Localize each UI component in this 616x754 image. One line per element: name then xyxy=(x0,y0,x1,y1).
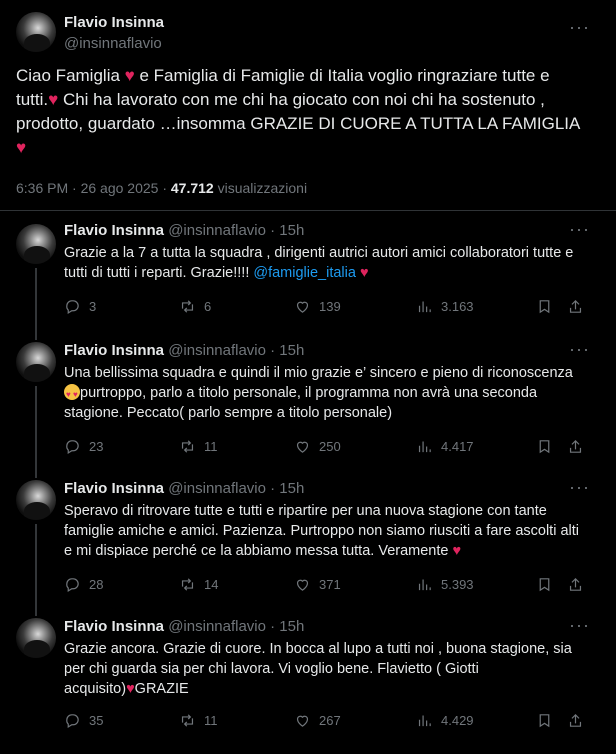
views-button[interactable]: 5.393 xyxy=(416,576,474,593)
repost-button[interactable]: 6 xyxy=(179,298,211,315)
avatar[interactable] xyxy=(16,480,56,520)
avatar[interactable] xyxy=(16,618,56,658)
author-name[interactable]: Flavio Insinna xyxy=(64,14,165,31)
more-options-icon[interactable]: ··· xyxy=(569,219,590,239)
author-name[interactable]: Flavio Insinna xyxy=(64,480,165,497)
author-handle-time[interactable]: @insinnaflavio · 15h xyxy=(168,222,305,239)
action-bar xyxy=(64,576,584,596)
thread-line xyxy=(35,268,37,336)
like-button[interactable]: 267 xyxy=(294,712,341,729)
avatar[interactable] xyxy=(16,224,56,264)
analytics-icon xyxy=(416,438,433,455)
analytics-icon xyxy=(416,298,433,315)
heart-emoji: ♥ xyxy=(16,138,27,157)
repost-icon xyxy=(179,298,196,315)
reply-icon xyxy=(64,712,81,729)
bookmark-icon xyxy=(536,712,553,729)
reply-button[interactable]: 3 xyxy=(64,298,96,315)
like-button[interactable]: 371 xyxy=(294,576,341,593)
reply-button[interactable]: 28 xyxy=(64,576,103,593)
bookmark-button[interactable] xyxy=(536,298,561,315)
mention-link[interactable]: @famiglie_italia xyxy=(253,265,356,281)
heart-emoji: ♥ xyxy=(359,265,369,281)
reply-icon xyxy=(64,576,81,593)
share-icon xyxy=(567,298,584,315)
author-name[interactable]: Flavio Insinna xyxy=(64,222,165,239)
author-name[interactable]: Flavio Insinna xyxy=(64,342,165,359)
analytics-icon xyxy=(416,576,433,593)
bookmark-icon xyxy=(536,576,553,593)
reply-tweet[interactable] xyxy=(0,474,616,612)
bookmark-icon xyxy=(536,438,553,455)
views-button[interactable]: 4.429 xyxy=(416,712,474,729)
like-button[interactable]: 139 xyxy=(294,298,341,315)
reply-icon xyxy=(64,438,81,455)
heart-eyes-emoji xyxy=(64,384,80,400)
repost-icon xyxy=(179,438,196,455)
action-bar xyxy=(64,438,584,458)
author-handle[interactable]: @insinnaflavio xyxy=(64,35,162,52)
author-handle-time[interactable]: @insinnaflavio · 15h xyxy=(168,342,305,359)
tweet-meta: 6:36 PM · 26 ago 2025 · 47.712 visualizzazioni xyxy=(16,180,308,196)
bookmark-icon xyxy=(536,298,553,315)
tweet-timestamp[interactable]: 6:36 PM · 26 ago 2025 · xyxy=(16,180,171,196)
bookmark-button[interactable] xyxy=(536,712,561,729)
share-icon xyxy=(567,712,584,729)
tweet-text: Ciao Famiglia ♥ e Famiglia di Famiglie di Italia voglio ringraziare tutte e tutti.♥ Chi ha lavorato con me chi ha giocato con noi chi ha sostenuto , prodotto, guardato …insomma GRAZIE DI CUORE A TUTTA LA FAMIGLIA ♥ xyxy=(16,66,581,157)
repost-icon xyxy=(179,576,196,593)
repost-icon xyxy=(179,712,196,729)
tweet-text: Grazie a la 7 a tutta la squadra , dirigenti autrici autori amici collaboratori tutte e tutti di tutti i reparti. Grazie!!!! @famiglie_italia ♥ xyxy=(64,245,574,281)
author-handle-time[interactable]: @insinnaflavio · 15h xyxy=(168,480,305,497)
heart-emoji: ♥ xyxy=(126,681,135,697)
bookmark-button[interactable] xyxy=(536,438,561,455)
like-button[interactable]: 250 xyxy=(294,438,341,455)
tweet-text: Speravo di ritrovare tutte e tutti e ripartire per una nuova stagione con tante famiglie amiche e amici. Pazienza. Purtroppo non siamo riusciti a fare ascolti alti e mi dispiace perché ce la abbiamo messa tutta. Veramente ♥ xyxy=(64,503,579,559)
more-options-icon[interactable]: ··· xyxy=(569,615,590,635)
views-button[interactable]: 4.417 xyxy=(416,438,474,455)
thread-line xyxy=(35,612,37,616)
views-count: 47.712 xyxy=(170,180,214,196)
reply-tweet[interactable] xyxy=(0,210,616,336)
like-icon xyxy=(294,438,311,455)
reply-button[interactable]: 23 xyxy=(64,438,103,455)
thread-line xyxy=(35,386,37,474)
views-button[interactable]: 3.163 xyxy=(416,298,474,315)
reply-tweet[interactable] xyxy=(0,612,616,754)
share-button[interactable] xyxy=(567,298,592,315)
like-icon xyxy=(294,712,311,729)
thread-line xyxy=(35,524,37,612)
more-options-icon[interactable]: ··· xyxy=(569,339,590,359)
share-icon xyxy=(567,438,584,455)
heart-emoji: ♥ xyxy=(452,543,462,559)
more-options-icon[interactable]: ··· xyxy=(569,17,590,37)
reply-button[interactable]: 35 xyxy=(64,712,103,729)
heart-emoji: ♥ xyxy=(124,66,135,85)
thread-line xyxy=(35,474,37,478)
thread-line xyxy=(35,336,37,340)
reply-tweet[interactable] xyxy=(0,336,616,474)
share-button[interactable] xyxy=(567,712,592,729)
author-handle-time[interactable]: @insinnaflavio · 15h xyxy=(168,618,305,635)
reply-icon xyxy=(64,298,81,315)
bookmark-button[interactable] xyxy=(536,576,561,593)
share-button[interactable] xyxy=(567,576,592,593)
analytics-icon xyxy=(416,712,433,729)
avatar[interactable] xyxy=(16,12,56,52)
like-icon xyxy=(294,298,311,315)
avatar[interactable] xyxy=(16,342,56,382)
repost-button[interactable]: 14 xyxy=(179,576,218,593)
tweet-text: Grazie ancora. Grazie di cuore. In bocca al lupo a tutti noi , buona stagione, sia per chi guarda sia per chi lavora. Vi voglio bene. Flavietto ( Giotti acquisito)♥GRAZIE xyxy=(64,641,572,697)
more-options-icon[interactable]: ··· xyxy=(569,477,590,497)
action-bar xyxy=(64,712,584,732)
repost-button[interactable]: 11 xyxy=(179,712,218,729)
share-icon xyxy=(567,576,584,593)
repost-button[interactable]: 11 xyxy=(179,438,218,455)
author-name[interactable]: Flavio Insinna xyxy=(64,618,165,635)
heart-emoji: ♥ xyxy=(48,90,59,109)
action-bar xyxy=(64,298,584,318)
like-icon xyxy=(294,576,311,593)
share-button[interactable] xyxy=(567,438,592,455)
tweet-text: Una bellissima squadra e quindi il mio grazie e’ sincero e pieno di riconoscenza ♥ ♥purtroppo, parlo a titolo personale, il programma non avrà una seconda stagione. Peccato( parlo sempre a titolo personale) xyxy=(64,363,584,423)
